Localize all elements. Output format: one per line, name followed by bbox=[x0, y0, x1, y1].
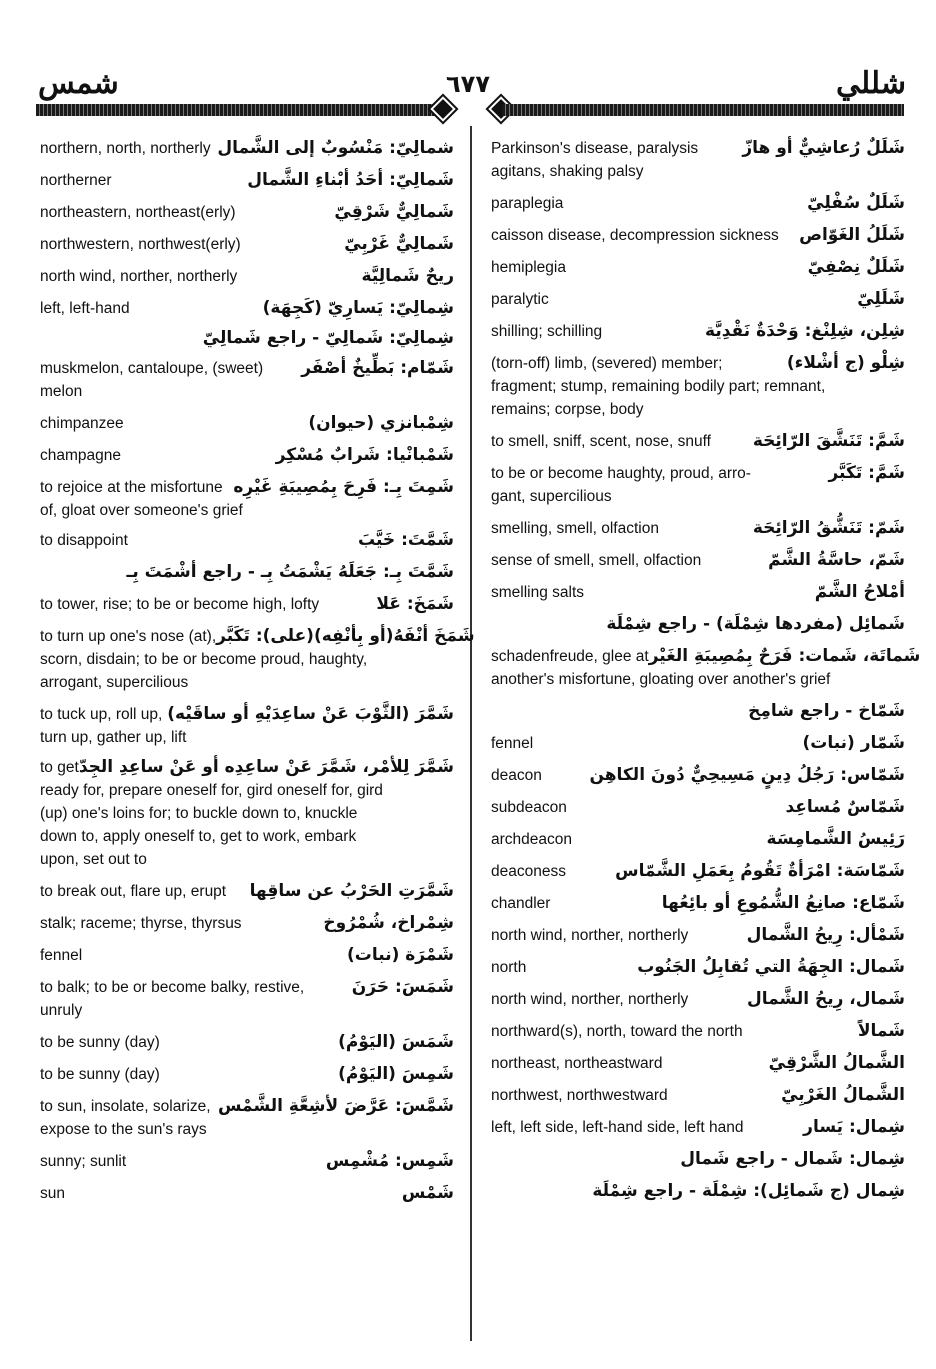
english-definition: subdeacon bbox=[491, 799, 567, 816]
dictionary-entry bbox=[491, 1143, 905, 1171]
dictionary-entry bbox=[491, 695, 905, 723]
arabic-headword: شَمّ، حاسَّةُ الشَّمّ bbox=[768, 550, 905, 570]
dictionary-entry bbox=[40, 1026, 454, 1054]
dictionary-entry bbox=[491, 640, 921, 691]
entry-headline bbox=[491, 429, 905, 453]
dictionary-entry bbox=[40, 620, 475, 694]
dictionary-entry bbox=[40, 939, 454, 967]
english-definition-continued: of, gloat over someone's grief bbox=[40, 502, 243, 519]
english-definition-continued: down to, apply oneself to, get to work, embark bbox=[40, 828, 357, 845]
dictionary-entry bbox=[40, 1090, 454, 1141]
english-definition: smelling, smell, olfaction bbox=[491, 520, 659, 537]
entry-headline bbox=[491, 548, 905, 572]
arabic-headword: الشَّمالُ الغَرْبِيّ bbox=[781, 1085, 905, 1105]
arabic-headword: شَمال: الجِهَةُ التي تُقابِلُ الجَنُوب bbox=[637, 957, 905, 977]
english-definition: northern, north, northerly bbox=[40, 140, 211, 157]
arabic-headword: شَمْأل: رِيحُ الشَّمال bbox=[746, 925, 905, 945]
page-number: ٦٧٧ bbox=[446, 70, 490, 98]
entry-headline bbox=[491, 923, 905, 947]
dictionary-entry bbox=[40, 324, 454, 350]
dictionary-entry bbox=[491, 136, 905, 183]
english-definition: stalk; raceme; thyrse, thyrsus bbox=[40, 915, 242, 932]
entry-headline bbox=[40, 911, 454, 935]
dictionary-entry bbox=[491, 855, 905, 883]
entry-headline bbox=[491, 461, 905, 485]
english-definition: north wind, norther, northerly bbox=[491, 991, 689, 1008]
entry-headline bbox=[40, 528, 454, 552]
entry-headline bbox=[40, 1094, 454, 1118]
english-definition: to get bbox=[40, 759, 79, 776]
english-definition: to balk; to be or become balky, restive, bbox=[40, 979, 305, 996]
entry-headline bbox=[40, 264, 454, 288]
entry-headline bbox=[40, 1030, 454, 1054]
dictionary-entry bbox=[491, 576, 905, 604]
english-definition-continued: (up) one's loins for; to buckle down to, knuckle bbox=[40, 805, 358, 822]
entry-headline bbox=[491, 1083, 905, 1107]
arabic-cross-reference: شَمّاخ - راجع شامِخ bbox=[748, 701, 905, 721]
dictionary-entry bbox=[40, 1058, 454, 1086]
arabic-headword: شَمَّسَ: عَرَّضَ لأشِعَّةِ الشَّمْس bbox=[218, 1096, 454, 1116]
arabic-headword: ريحٌ شَمالِيَّة bbox=[361, 266, 454, 286]
diamond-ornament-left bbox=[430, 96, 455, 121]
dictionary-entry bbox=[40, 753, 454, 871]
entry-headline bbox=[40, 975, 454, 999]
entry-headline bbox=[40, 443, 454, 467]
dictionary-entry bbox=[40, 164, 454, 192]
running-head-left: شمس bbox=[38, 66, 119, 101]
english-definition: deacon bbox=[491, 767, 542, 784]
dictionary-entry bbox=[491, 544, 905, 572]
arabic-headword: شَمّ: تَنَشُّقُ الرّائِحَة bbox=[752, 518, 905, 538]
entry-headline bbox=[40, 943, 454, 967]
english-definition-continued: scorn, disdain; to be or become proud, haughty, bbox=[40, 651, 368, 668]
arabic-headword: شَمَسَ: حَرَنَ bbox=[351, 977, 454, 997]
arabic-headword: شَمّار (نبات) bbox=[802, 733, 905, 753]
header-rule-left bbox=[36, 104, 440, 116]
arabic-headword: شَمّاسٌ مُساعِد bbox=[785, 797, 905, 817]
english-definition: north bbox=[491, 959, 527, 976]
arabic-headword: شمالِيّ: مَنْسُوبٌ إلى الشَّمال bbox=[217, 138, 454, 158]
dictionary-entry bbox=[40, 971, 454, 1022]
arabic-headword: شَلَلٌ سُفْلِيّ bbox=[807, 193, 905, 213]
entry-headline bbox=[40, 136, 454, 160]
arabic-headword: شَمَّتَ: خَيَّبَ bbox=[357, 530, 454, 550]
dictionary-entry bbox=[491, 608, 905, 636]
entry-headline bbox=[40, 879, 454, 903]
arabic-headword: شَمّام: بَطِّيخٌ أصْفَر bbox=[301, 358, 454, 378]
arabic-headword: شِلْو (ج أشْلاء) bbox=[786, 353, 905, 373]
right-column bbox=[491, 136, 921, 1207]
arabic-headword: شَمالاً bbox=[857, 1021, 905, 1041]
entry-headline bbox=[40, 1062, 454, 1086]
entry-headline bbox=[491, 644, 921, 668]
entry-headline bbox=[491, 1115, 905, 1139]
dictionary-entry bbox=[40, 354, 454, 403]
english-definition: sunny; sunlit bbox=[40, 1153, 127, 1170]
english-definition: to tuck up, roll up, bbox=[40, 706, 163, 723]
dictionary-entry bbox=[491, 1015, 905, 1043]
entry-headline bbox=[491, 516, 905, 540]
entry-headline bbox=[491, 351, 905, 375]
dictionary-entry bbox=[491, 219, 905, 247]
dictionary-entry bbox=[40, 439, 454, 467]
arabic-headword: شَمْرَة (نبات) bbox=[347, 945, 454, 965]
english-definition: to rejoice at the misfortune bbox=[40, 479, 223, 496]
english-definition: to be sunny (day) bbox=[40, 1034, 160, 1051]
english-definition-continued: another's misfortune, gloating over another's grief bbox=[491, 671, 831, 688]
entry-headline bbox=[491, 319, 905, 343]
english-definition: sun bbox=[40, 1185, 65, 1202]
arabic-headword: شَمَّ: تَكَبَّر bbox=[828, 463, 905, 483]
english-definition: to turn up one's nose (at), bbox=[40, 628, 217, 645]
english-definition: archdeacon bbox=[491, 831, 573, 848]
english-definition: to tower, rise; to be or become high, lofty bbox=[40, 596, 320, 613]
dictionary-entry bbox=[491, 425, 905, 453]
english-definition: to smell, sniff, scent, nose, snuff bbox=[491, 433, 711, 450]
entry-headline bbox=[491, 795, 905, 819]
entry-headline bbox=[491, 891, 905, 915]
dictionary-entry bbox=[40, 228, 454, 256]
english-definition: sense of smell, smell, olfaction bbox=[491, 552, 702, 569]
english-definition-continued: gant, supercilious bbox=[491, 488, 612, 505]
dictionary-entry bbox=[40, 698, 454, 749]
dictionary-entry bbox=[491, 983, 905, 1011]
entry-headline bbox=[491, 731, 905, 755]
arabic-headword: أمْلاحُ الشَّمّ bbox=[814, 582, 905, 602]
english-definition: left, left side, left-hand side, left hand bbox=[491, 1119, 744, 1136]
entry-headline bbox=[40, 624, 475, 648]
entry-headline bbox=[40, 296, 454, 320]
english-definition: chimpanzee bbox=[40, 415, 124, 432]
left-column bbox=[40, 136, 475, 1209]
english-definition: fennel bbox=[40, 947, 83, 964]
dictionary-entry bbox=[491, 1047, 905, 1075]
english-definition-continued: remains; corpse, body bbox=[491, 401, 644, 418]
entry-headline bbox=[491, 1051, 905, 1075]
arabic-headword: شَمالِيٌّ غَرْبِيّ bbox=[344, 234, 454, 254]
english-definition: northward(s), north, toward the north bbox=[491, 1023, 743, 1040]
english-definition: northeast, northeastward bbox=[491, 1055, 663, 1072]
dictionary-entry bbox=[40, 1145, 454, 1173]
english-definition: northwest, northwestward bbox=[491, 1087, 668, 1104]
arabic-headword: شَمال، رِيحُ الشَّمال bbox=[746, 989, 905, 1009]
arabic-headword: شَمَّرَ لِلأمْر، شَمَّرَ عَنْ ساعِدِه أو عَنْ ساعِدِ الجِدّ bbox=[78, 757, 454, 777]
english-definition: muskmelon, cantaloupe, (sweet) bbox=[40, 360, 264, 377]
entry-headline bbox=[491, 136, 905, 160]
entry-headline bbox=[491, 763, 905, 787]
arabic-headword: رَئِيسُ الشَّمامِسَة bbox=[766, 829, 905, 849]
dictionary-entry bbox=[40, 407, 454, 435]
dictionary-entry bbox=[40, 292, 454, 320]
english-definition-continued: ready for, prepare oneself for, gird oneself for, gird bbox=[40, 782, 383, 799]
entry-headline bbox=[491, 191, 905, 215]
dictionary-entry bbox=[40, 196, 454, 224]
arabic-headword: شَمْس bbox=[401, 1183, 454, 1203]
english-definition: hemiplegia bbox=[491, 259, 566, 276]
english-definition: smelling salts bbox=[491, 584, 585, 601]
arabic-headword: شَماتَة، شَمات: فَرَحٌ بِمُصِيبَةِ الغَيْر bbox=[648, 646, 921, 666]
arabic-headword: شَلَلٌ رُعاشِيٌّ أو هازّ bbox=[742, 138, 905, 158]
dictionary-entry bbox=[40, 588, 454, 616]
english-definition: Parkinson's disease, paralysis bbox=[491, 140, 699, 157]
arabic-headword: شَمَخَ أنْفَهُ(أو بِأنْفِه)(على): تَكَبَّر bbox=[216, 626, 475, 646]
arabic-headword: شَمّاسَة: امْرَأةٌ تَقُومُ بِعَمَلِ الشَّمّاس bbox=[615, 861, 905, 881]
english-definition: to sun, insolate, solarize, bbox=[40, 1098, 211, 1115]
english-definition: to break out, flare up, erupt bbox=[40, 883, 227, 900]
english-definition: champagne bbox=[40, 447, 122, 464]
dictionary-entry bbox=[491, 887, 905, 915]
entry-headline bbox=[491, 580, 905, 604]
english-definition-continued: upon, set out to bbox=[40, 851, 147, 868]
arabic-headword: شَمَّ: تَنَشَّقَ الرّائِحَة bbox=[752, 431, 905, 451]
entry-headline bbox=[40, 702, 454, 726]
arabic-headword: شَمِس: مُشْمِس bbox=[325, 1151, 454, 1171]
dictionary-entry bbox=[491, 791, 905, 819]
entry-headline bbox=[491, 859, 905, 883]
english-definition: to be sunny (day) bbox=[40, 1066, 160, 1083]
english-definition: (torn-off) limb, (severed) member; bbox=[491, 355, 723, 372]
english-definition: northerner bbox=[40, 172, 112, 189]
dictionary-entry bbox=[40, 556, 454, 584]
entry-headline bbox=[40, 755, 454, 779]
english-definition: northwestern, northwest(erly) bbox=[40, 236, 241, 253]
arabic-headword: شِمالِيّ: يَسارِيّ (كَجِهَة) bbox=[262, 298, 454, 318]
dictionary-entry bbox=[40, 907, 454, 935]
entry-headline bbox=[491, 255, 905, 279]
dictionary-entry bbox=[491, 919, 905, 947]
entry-headline bbox=[491, 827, 905, 851]
english-definition: paraplegia bbox=[491, 195, 564, 212]
entry-headline bbox=[491, 955, 905, 979]
english-definition-continued: arrogant, supercilious bbox=[40, 674, 189, 691]
english-definition: shilling; schilling bbox=[491, 323, 603, 340]
entry-headline bbox=[40, 592, 454, 616]
arabic-headword: شِمْراخ، شُمْرُوخ bbox=[323, 913, 454, 933]
header-rule-right bbox=[502, 104, 904, 116]
arabic-headword: شَمّاس: رَجُلُ دِينٍ مَسِيحِيٌّ دُونَ الكاهِن bbox=[589, 765, 905, 785]
arabic-headword: شَمَخَ: عَلا bbox=[376, 594, 454, 614]
arabic-headword: شِمْبانزي (حيوان) bbox=[308, 413, 454, 433]
dictionary-entry bbox=[491, 951, 905, 979]
english-definition: chandler bbox=[491, 895, 551, 912]
dictionary-entry bbox=[491, 512, 905, 540]
dictionary-entry bbox=[40, 875, 454, 903]
arabic-headword: شَمالِيٌّ شَرْقِيّ bbox=[334, 202, 454, 222]
english-definition: north wind, norther, northerly bbox=[40, 268, 238, 285]
dictionary-entry bbox=[491, 1111, 905, 1139]
arabic-headword: شَمِسَ (اليَوْمُ) bbox=[338, 1064, 454, 1084]
english-definition: left, left-hand bbox=[40, 300, 130, 317]
entry-headline bbox=[491, 287, 905, 311]
dictionary-entry bbox=[491, 347, 905, 421]
entry-headline bbox=[491, 987, 905, 1011]
arabic-headword: شَمِتَ بِـ: فَرِحَ بِمُصِيبَةِ غَيْرِه bbox=[233, 477, 454, 497]
english-definition-continued: melon bbox=[40, 383, 83, 400]
arabic-headword: الشَّمالُ الشَّرْقِيّ bbox=[768, 1053, 905, 1073]
english-definition: fennel bbox=[491, 735, 534, 752]
english-definition: north wind, norther, northerly bbox=[491, 927, 689, 944]
english-definition: to disappoint bbox=[40, 532, 128, 549]
english-definition-continued: unruly bbox=[40, 1002, 83, 1019]
arabic-cross-reference: شِمالِيّ: شَمالِيّ - راجع شَمالِيّ bbox=[202, 328, 454, 348]
entry-headline bbox=[491, 1019, 905, 1043]
english-definition-continued: fragment; stump, remaining bodily part; remnant, bbox=[491, 378, 826, 395]
english-definition-continued: agitans, shaking palsy bbox=[491, 163, 644, 180]
dictionary-entry bbox=[491, 251, 905, 279]
dictionary-entry bbox=[491, 457, 905, 508]
dictionary-entry bbox=[40, 471, 454, 522]
dictionary-entry bbox=[491, 823, 905, 851]
english-definition-continued: turn up, gather up, lift bbox=[40, 729, 187, 746]
arabic-headword: شِمال: يَسار bbox=[803, 1117, 905, 1137]
arabic-cross-reference: شِمال (ج شَمائِل): شِمْلَة - راجع شِمْلَة bbox=[592, 1181, 905, 1201]
entry-headline bbox=[40, 200, 454, 224]
running-head-right: شللي bbox=[835, 66, 906, 101]
dictionary-entry bbox=[491, 315, 905, 343]
arabic-headword: شَمالِيّ: أحَدُ أبْناءِ الشَّمال bbox=[247, 170, 454, 190]
arabic-headword: شَمْبانْيا: شَرابٌ مُسْكِر bbox=[275, 445, 454, 465]
dictionary-entry bbox=[491, 759, 905, 787]
column-divider bbox=[470, 126, 472, 1341]
english-definition: paralytic bbox=[491, 291, 549, 308]
arabic-headword: شَمَّرَ (الثَّوْبَ عَنْ ساعِدَيْهِ أو ساقَيْه) bbox=[167, 704, 454, 724]
entry-headline bbox=[40, 1149, 454, 1173]
dictionary-entry bbox=[40, 526, 454, 552]
english-definition: deaconess bbox=[491, 863, 566, 880]
dictionary-entry bbox=[491, 727, 905, 755]
arabic-headword: شَلَلٌ نِصْفِيّ bbox=[807, 257, 905, 277]
dictionary-entry bbox=[40, 260, 454, 288]
arabic-headword: شَمَسَ (اليَوْمُ) bbox=[338, 1032, 454, 1052]
arabic-headword: شِلِن، شِلِنْغ: وَحْدَةٌ نَقْدِيَّة bbox=[705, 321, 905, 341]
english-definition: caisson disease, decompression sickness bbox=[491, 227, 779, 244]
dictionary-entry bbox=[491, 283, 905, 311]
dictionary-entry bbox=[491, 1175, 905, 1203]
entry-headline bbox=[491, 223, 905, 247]
arabic-cross-reference: شَمَّتَ بِـ: جَعَلَهُ يَشْمَتُ بِـ - راجع أشْمَتَ بِـ bbox=[126, 562, 454, 582]
dictionary-entry bbox=[40, 1177, 454, 1205]
english-definition-continued: expose to the sun's rays bbox=[40, 1121, 207, 1138]
english-definition: to be or become haughty, proud, arro- bbox=[491, 465, 751, 482]
arabic-headword: شَلَلِيّ bbox=[857, 289, 905, 309]
entry-headline bbox=[40, 411, 454, 435]
arabic-headword: شَلَلُ الغَوّاص bbox=[799, 225, 905, 245]
english-definition: northeastern, northeast(erly) bbox=[40, 204, 236, 221]
dictionary-entry bbox=[40, 136, 454, 160]
arabic-headword: شَمَّرَتِ الحَرْبُ عن ساقِها bbox=[249, 881, 454, 901]
entry-headline bbox=[40, 356, 454, 380]
entry-headline bbox=[40, 475, 454, 499]
english-definition: schadenfreude, glee at bbox=[491, 648, 649, 665]
entry-headline bbox=[40, 1181, 454, 1205]
entry-headline bbox=[40, 168, 454, 192]
entry-headline bbox=[40, 232, 454, 256]
arabic-cross-reference: شَمائِل (مفردها شِمْلَة) - راجع شِمْلَة bbox=[606, 614, 905, 634]
dictionary-entry bbox=[491, 1079, 905, 1107]
dictionary-entry bbox=[491, 187, 905, 215]
arabic-headword: شَمّاع: صانِعُ الشُّمُوعِ أو بائِعُها bbox=[661, 893, 905, 913]
arabic-cross-reference: شِمال: شَمال - راجع شَمال bbox=[680, 1149, 905, 1169]
